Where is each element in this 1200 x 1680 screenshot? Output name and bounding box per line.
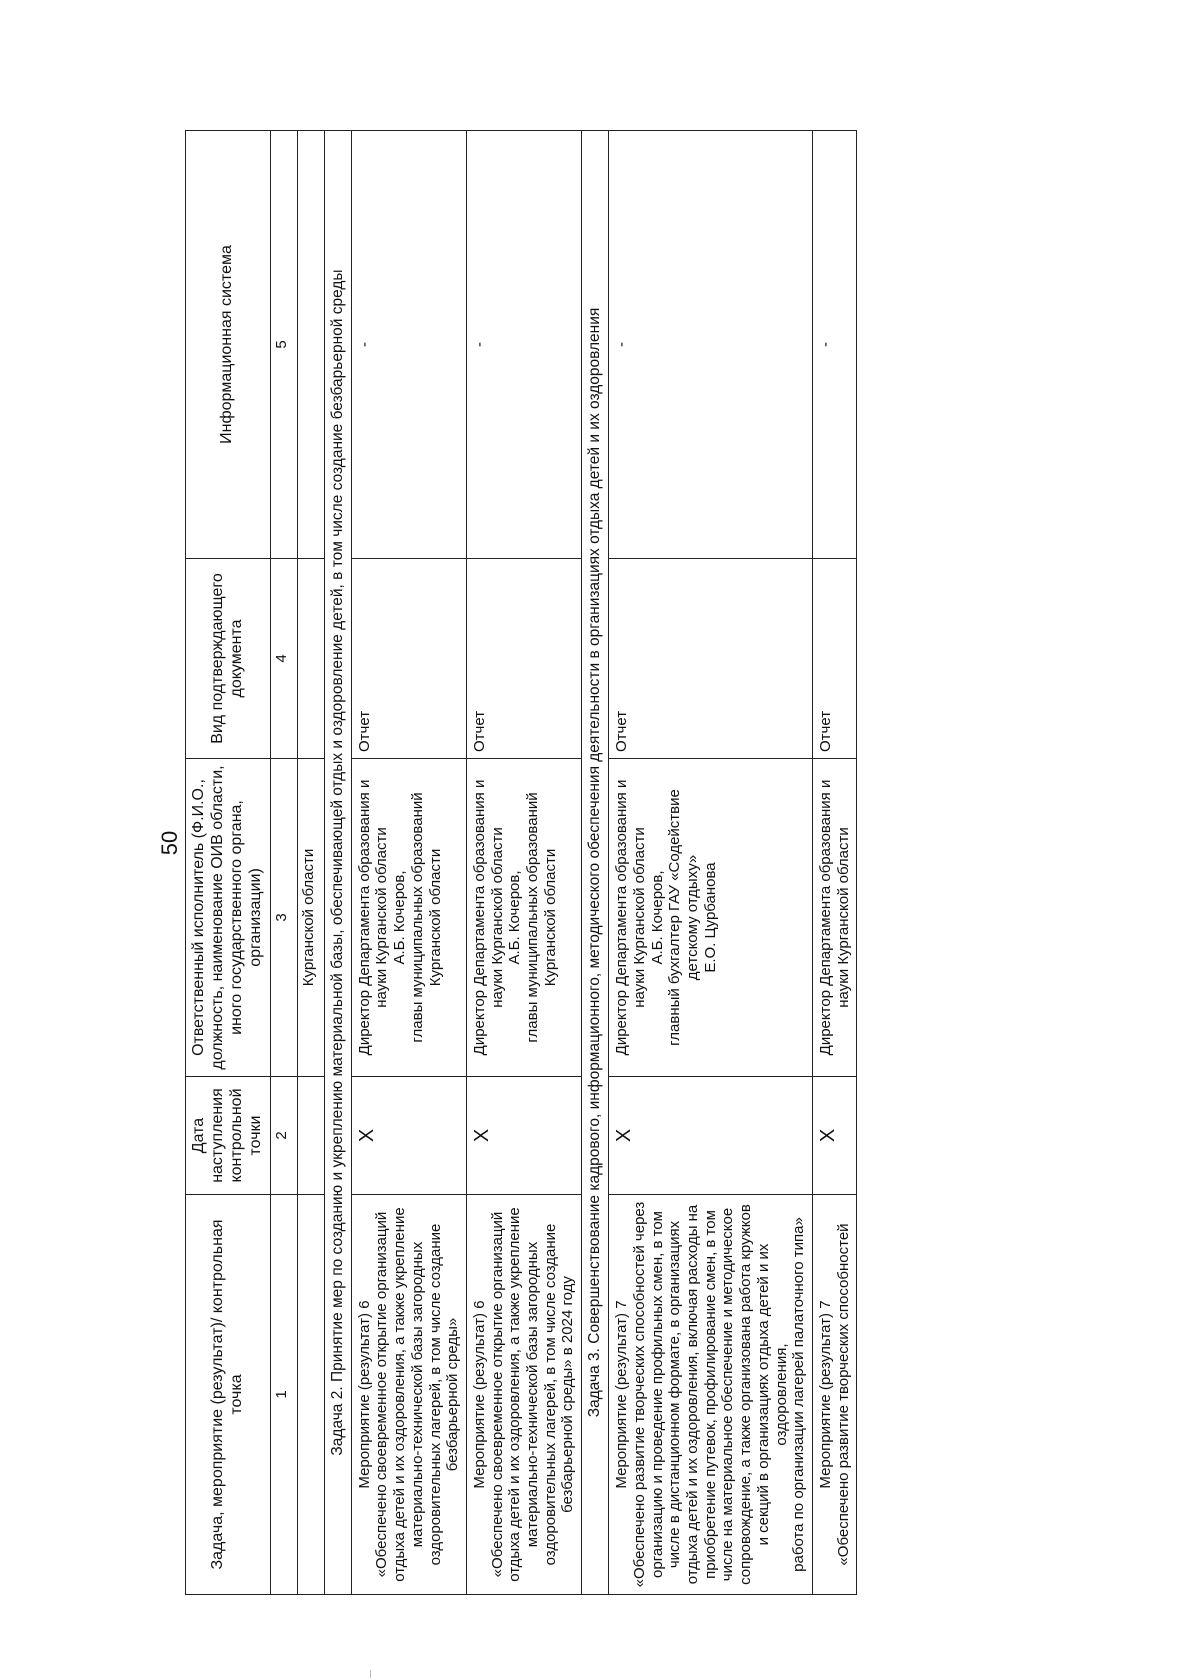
region-empty-cell [297,559,324,759]
system-cell: - [351,131,466,559]
table-row [609,131,813,1595]
date-cell: X [812,1077,856,1195]
col-number: 1 [270,1195,297,1595]
page-number: 50 [157,830,183,856]
header-task: Задача, мероприятие (результат)/ контрольная точка [186,1195,271,1595]
task-3-row [582,131,609,1595]
event-cell: Мероприятие (результат) 7 «Обеспечено развитие творческих способностей через организацию и проведение профильных смен, в том числе в дистанционном формате, в организациях отдыха детей и их оздоровления, включая расходы на приобретение путевок, профилирование смен, в том числе на материальное обеспечение и методическое сопровождение, а также организована работа кружков и секций в организациях отдыха детей и их оздоровления, работа по организации лагерей палаточного типа» [609,1195,813,1595]
scan-artifact [370,1670,371,1678]
header-date: Дата наступления контрольной точки [186,1077,271,1195]
header-executor: Ответственный исполнитель (Ф.И.О., должность, наименование ОИВ области, иного государственного органа, организации) [186,759,271,1077]
date-cell: X [609,1077,813,1195]
document-cell: Отчет [351,559,466,759]
document-cell: Отчет [812,559,856,759]
executor-cell: Директор Департамента образования и науки Курганской области А.Б. Кочеров, главный бухгалтер ГАУ «Содействие детскому отдыху» Е.О. Цурбанова [609,759,813,1077]
column-number-row [270,131,297,1595]
header-document: Вид подтверждающего документа [186,559,271,759]
table-row [466,131,581,1595]
executor-cell: Директор Департамента образования и науки Курганской области А.Б. Кочеров, главы муниципальных образований Курганской области [351,759,466,1077]
header-system: Информационная система [186,131,271,559]
region-empty-cell [297,1195,324,1595]
event-cell: Мероприятие (результат) 6 «Обеспечено своевременное открытие организаций отдыха детей и их оздоровления, а также укрепление материально-технической базы загородных оздоровительных лагерей, в том числе создание безбарьерной среды» [351,1195,466,1595]
system-cell: - [609,131,813,559]
region-label: Курганской области [297,759,324,1077]
col-number: 3 [270,759,297,1077]
document-cell: Отчет [466,559,581,759]
rotated-table-wrapper [185,130,1175,1595]
region-row [297,131,324,1595]
executor-cell: Директор Департамента образования и науки Курганской области [812,759,856,1077]
table-row [812,131,856,1595]
task-2-row [324,131,351,1595]
system-cell: - [466,131,581,559]
task-2-title: Задача 2. Принятие мер по созданию и укреплению материальной базы, обеспечивающей отдых и оздоровление детей, в том числе создание безбарьерной среды [324,131,351,1595]
region-empty-cell [297,1077,324,1195]
date-cell: X [351,1077,466,1195]
document-cell: Отчет [609,559,813,759]
col-number: 4 [270,559,297,759]
region-empty-cell [297,131,324,559]
task-3-title: Задача 3. Совершенствование кадрового, информационного, методического обеспечения деятельности в организациях отдыха детей и их оздоровления [582,131,609,1595]
executor-cell: Директор Департамента образования и науки Курганской области А.Б. Кочеров, главы муниципальных образований Курганской области [466,759,581,1077]
col-number: 2 [270,1077,297,1195]
table-row [351,131,466,1595]
control-points-table [185,130,857,1595]
col-number: 5 [270,131,297,559]
system-cell: - [812,131,856,559]
event-cell: Мероприятие (результат) 7 «Обеспечено развитие творческих способностей [812,1195,856,1595]
table-header-row [186,131,271,1595]
event-cell: Мероприятие (результат) 6 «Обеспечено своевременное открытие организаций отдыха детей и их оздоровления, а также укрепление материально-технической базы загородных оздоровительных лагерей, в том числе создание безбарьерной среды» в 2024 году [466,1195,581,1595]
date-cell: X [466,1077,581,1195]
